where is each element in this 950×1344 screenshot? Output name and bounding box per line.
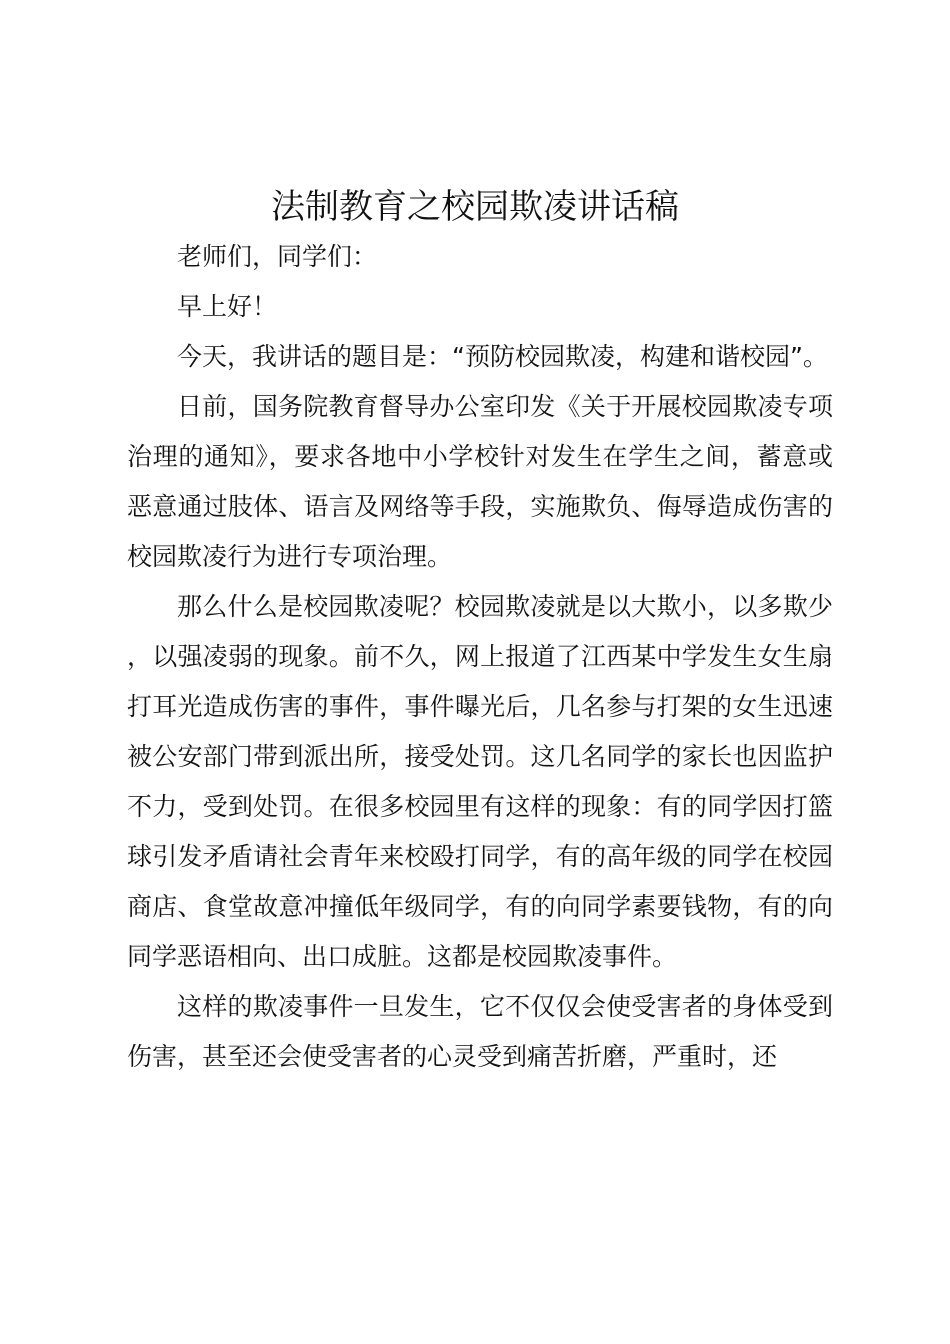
notice-paragraph: 日前，国务院教育督导办公室印发《关于开展校园欺凌专项治理的通知》，要求各地中小学校针对发生在学生之间，蓄意或恶意通过肢体、语言及网络等手段，实施欺负、侮辱造成伤害的校园欺凌行为进行专项治理。 xyxy=(127,392,833,571)
document-body xyxy=(127,232,833,1082)
topic-paragraph: 今天，我讲话的题目是：“预防校园欺凌，构建和谐校园”。 xyxy=(177,342,828,371)
consequence-paragraph: 这样的欺凌事件一旦发生，它不仅仅会使受害者的身体受到伤害，甚至还会使受害者的心灵受到痛苦折磨，严重时，还 xyxy=(127,992,833,1071)
salutation-paragraph: 早上好！ xyxy=(177,292,278,321)
definition-paragraph: 那么什么是校园欺凌呢？校园欺凌就是以大欺小，以多欺少，以强凌弱的现象。前不久，网上报道了江西某中学发生女生扇打耳光造成伤害的事件，事件曝光后，几名参与打架的女生迅速被公安部门带到派出所，接受处罚。这几名同学的家长也因监护不力，受到处罚。在很多校园里有这样的现象：有的同学因打篮球引发矛盾请社会青年来校殴打同学，有的高年级的同学在校园商店、食堂故意冲撞低年级同学，有的向同学素要钱物，有的向同学恶语相向、出口成脏。这都是校园欺凌事件。 xyxy=(127,592,833,971)
document-title: 法制教育之校园欺凌讲话稿 xyxy=(271,187,679,227)
greeting-paragraph: 老师们，同学们： xyxy=(177,242,378,271)
